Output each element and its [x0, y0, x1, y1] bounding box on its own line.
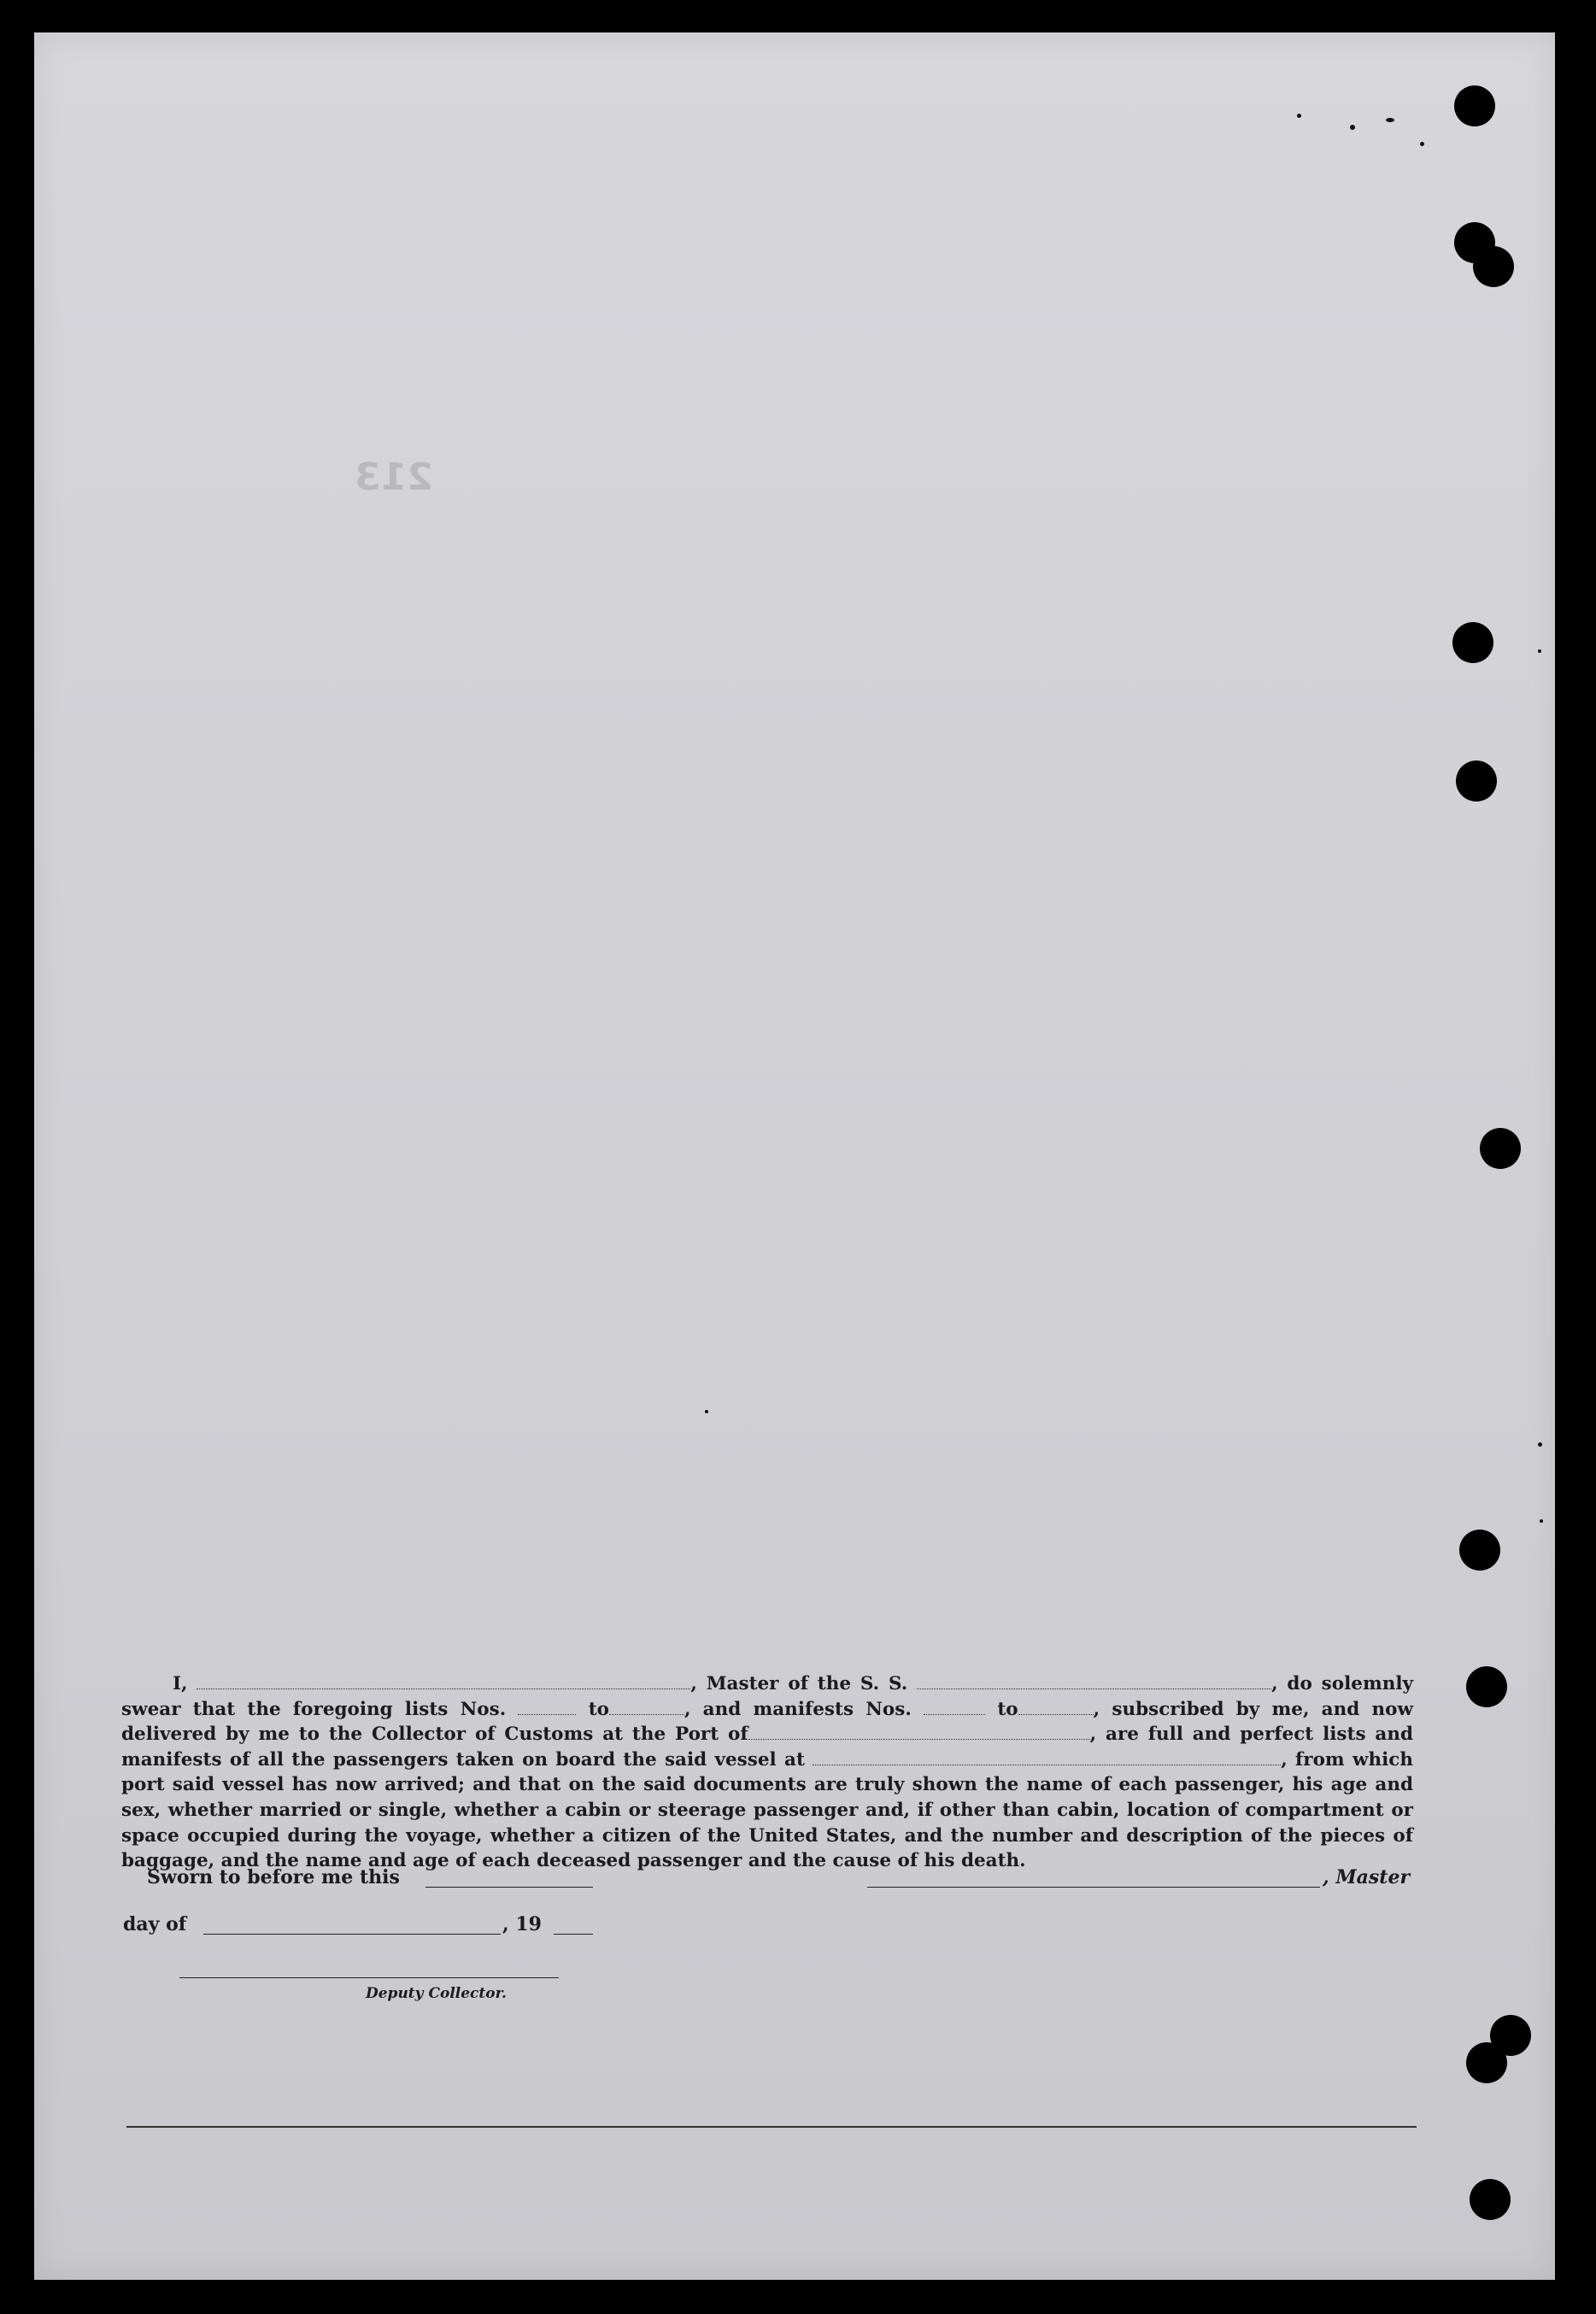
- binder-hole: [1473, 246, 1514, 287]
- oath-text-manifests: , and manifests Nos.: [684, 1698, 912, 1720]
- speck: [1538, 649, 1541, 653]
- lists-from-blank[interactable]: [518, 1699, 576, 1715]
- oath-text-swear: , do solemnly swear that the foregoing lists Nos.: [121, 1673, 1413, 1720]
- faint-page-number: 213: [355, 455, 433, 499]
- binder-hole: [1470, 2179, 1511, 2220]
- manifests-to-blank[interactable]: [1018, 1699, 1094, 1715]
- binder-hole: [1459, 1530, 1500, 1571]
- year-label: , 19: [502, 1913, 542, 1935]
- day-of-label: day of: [123, 1913, 187, 1935]
- speck: [1350, 125, 1355, 130]
- deputy-signature-line[interactable]: [179, 1977, 559, 1978]
- oath-text-arrived: , from which port said vessel has now arrived; and that on the said documents are truly shown the name of each passenger, his age and sex, whether married or single, whether a cabin or steerage passenger and, if other than cabin, location of compartment or space occupied during the voyage, whether a citizen of the United States, and the number and description of the pieces of baggage, and the name and age of each deceased passenger and the cause of his death.: [121, 1748, 1413, 1872]
- year-blank[interactable]: [554, 1934, 593, 1935]
- speck: [705, 1410, 708, 1413]
- oath-text-port: , subscribed by me, and now delivered by me to the Collector of Customs at the Port of: [121, 1698, 1413, 1746]
- embark-port-blank[interactable]: [813, 1749, 1281, 1765]
- manifests-from-blank[interactable]: [924, 1699, 985, 1715]
- binder-hole: [1480, 1128, 1521, 1169]
- oath-text-master: , Master of the S. S.: [690, 1673, 908, 1694]
- bottom-rule: [126, 2126, 1417, 2128]
- binder-hole: [1456, 761, 1497, 802]
- master-name-blank[interactable]: [197, 1673, 690, 1689]
- day-of-blank[interactable]: [203, 1934, 501, 1935]
- binder-hole: [1454, 85, 1495, 126]
- ship-name-blank[interactable]: [917, 1673, 1271, 1689]
- master-label: , Master: [1323, 1866, 1411, 1888]
- speck: [1540, 1519, 1543, 1523]
- speck: [1297, 114, 1301, 118]
- deputy-collector-label: Deputy Collector.: [366, 1985, 507, 2002]
- port-blank[interactable]: [748, 1724, 1090, 1740]
- master-signature-line[interactable]: [867, 1887, 1320, 1888]
- oath-paragraph: [121, 1671, 1413, 1874]
- speck: [1386, 118, 1394, 122]
- binder-hole: [1466, 2042, 1507, 2083]
- oath-text-perfect: , are full and perfect lists and manifests of all the passengers taken on board the said vessel at: [121, 1724, 1413, 1771]
- lists-to-blank[interactable]: [609, 1699, 684, 1715]
- sworn-label: Sworn to before me this: [147, 1866, 400, 1888]
- document-page: [34, 32, 1555, 2280]
- oath-text-to-2: to: [997, 1698, 1018, 1720]
- oath-text-to-1: to: [588, 1698, 609, 1720]
- sworn-date-blank[interactable]: [425, 1887, 593, 1888]
- speck: [1420, 142, 1424, 146]
- binder-hole: [1466, 1666, 1507, 1707]
- speck: [1538, 1442, 1542, 1447]
- oath-text-i: I,: [173, 1673, 188, 1694]
- binder-hole: [1452, 622, 1493, 663]
